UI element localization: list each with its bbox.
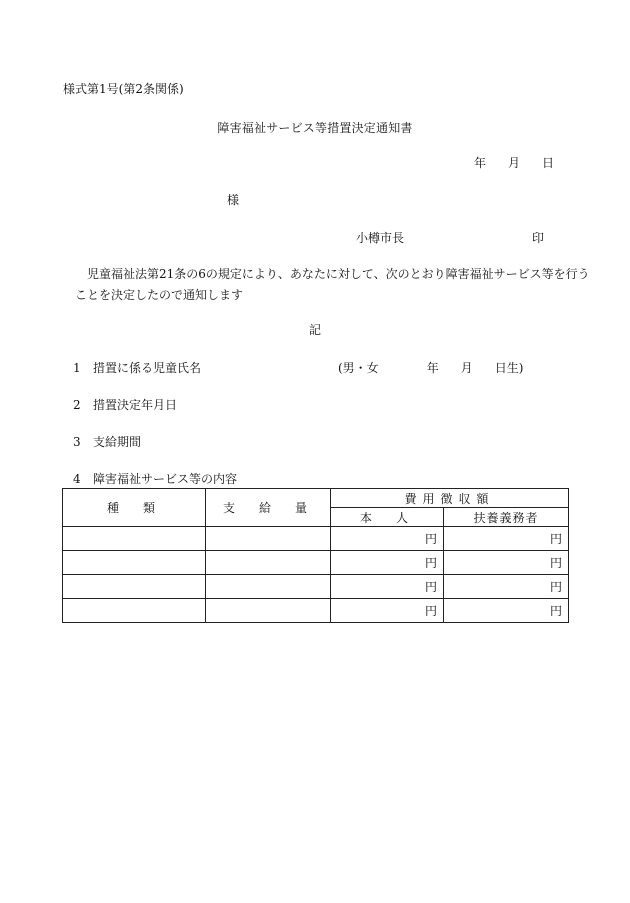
cell-guardian-fee[interactable]: 円 <box>444 599 569 623</box>
child-meta <box>338 361 523 375</box>
item-label: 支給期間 <box>93 435 142 449</box>
cell-self-fee[interactable]: 円 <box>331 599 444 623</box>
header-fee: 費用徴収額 <box>331 489 569 508</box>
table-row <box>63 599 569 623</box>
cell-self-fee[interactable]: 円 <box>331 551 444 575</box>
date-line <box>474 156 554 170</box>
header-amount: 支 給 量 <box>206 489 331 527</box>
table-row <box>63 551 569 575</box>
header-kind: 種 類 <box>63 489 206 527</box>
cell-self-fee[interactable]: 円 <box>331 527 444 551</box>
item-number: 3 <box>73 435 81 449</box>
cell-self-fee[interactable]: 円 <box>331 575 444 599</box>
cell-kind[interactable] <box>63 527 206 551</box>
date-year: 年 <box>474 156 487 170</box>
cell-amount[interactable] <box>206 575 331 599</box>
table-row <box>63 527 569 551</box>
child-sex: (男・女 <box>338 361 379 375</box>
item-label: 措置決定年月日 <box>93 398 178 412</box>
cell-amount[interactable] <box>206 599 331 623</box>
item-label: 措置に係る児童氏名 <box>93 361 202 375</box>
cell-amount[interactable] <box>206 551 331 575</box>
item-child-name <box>73 361 201 375</box>
item-period <box>73 435 141 449</box>
item-service-content <box>73 472 237 486</box>
form-number: 様式第1号(第2条関係) <box>63 82 184 96</box>
item-decision-date <box>73 398 177 412</box>
item-label: 障害福祉サービス等の内容 <box>93 472 238 486</box>
cell-amount[interactable] <box>206 527 331 551</box>
body-text-line-2: ことを決定したので通知します <box>75 288 244 302</box>
date-month: 月 <box>508 156 521 170</box>
header-self: 本 人 <box>331 508 444 527</box>
document-title: 障害福祉サービス等措置決定通知書 <box>217 121 413 135</box>
item-number: 1 <box>73 361 81 375</box>
table-header-row <box>63 489 569 508</box>
ki-heading: 記 <box>308 323 321 337</box>
child-birth-month: 月 <box>460 361 473 375</box>
child-birth-day: 日生) <box>494 361 524 375</box>
cell-guardian-fee[interactable]: 円 <box>444 575 569 599</box>
service-content-table <box>62 488 569 623</box>
date-day: 日 <box>542 156 555 170</box>
cell-guardian-fee[interactable]: 円 <box>444 551 569 575</box>
table-row <box>63 575 569 599</box>
cell-kind[interactable] <box>63 551 206 575</box>
cell-kind[interactable] <box>63 575 206 599</box>
item-number: 4 <box>73 472 81 486</box>
seal-mark: 印 <box>532 231 545 245</box>
cell-guardian-fee[interactable]: 円 <box>444 527 569 551</box>
issuer-name: 小樽市長 <box>356 231 405 245</box>
item-number: 2 <box>73 398 81 412</box>
header-guardian: 扶養義務者 <box>444 508 569 527</box>
body-text-line-1: 児童福祉法第21条の6の規定により、あなたに対して、次のとおり障害福祉サービス等を行う <box>87 267 590 281</box>
child-birth-year: 年 <box>426 361 439 375</box>
cell-kind[interactable] <box>63 599 206 623</box>
recipient-suffix: 様 <box>227 193 240 207</box>
